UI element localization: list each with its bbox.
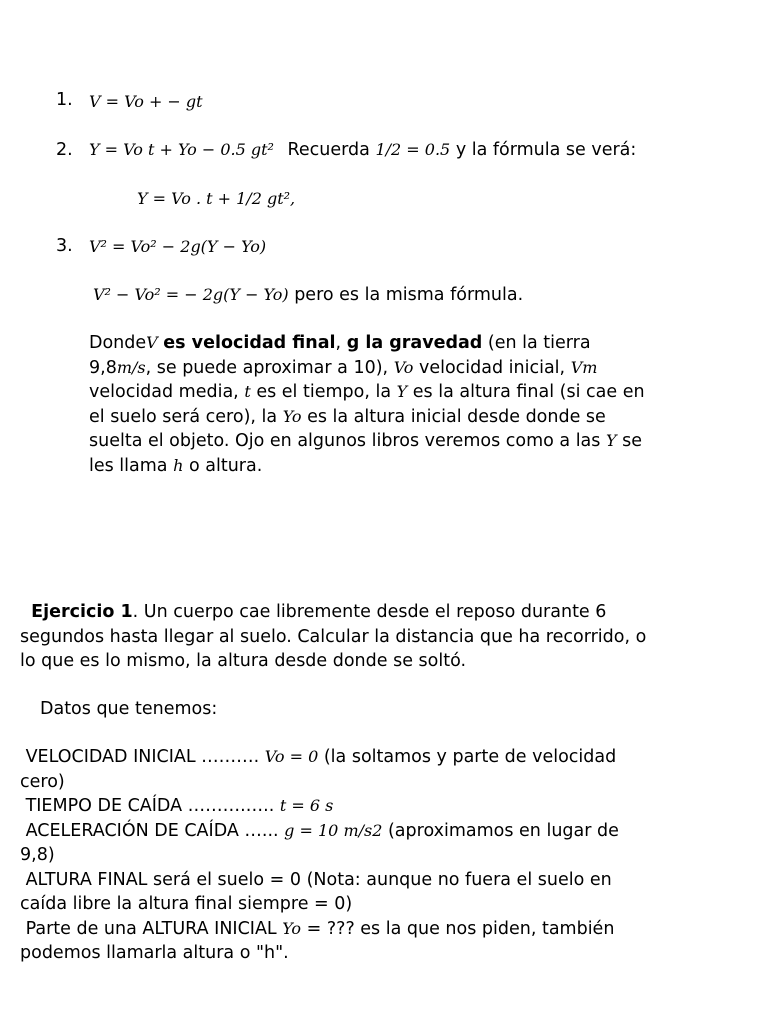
text: (aproximamos en lugar de xyxy=(387,820,619,841)
bold-term: es velocidad final xyxy=(163,333,336,353)
formula-3-alt: V² − Vo² = − 2g(Y − Yo) xyxy=(93,285,289,304)
data-label: Parte de una ALTURA INICIAL xyxy=(25,918,277,939)
formula-2-line xyxy=(89,140,636,160)
text: se xyxy=(622,431,643,451)
formula-1: V = Vo + − gt xyxy=(89,92,203,111)
text: suelta el objeto. Ojo en algunos libros veremos como a las xyxy=(89,431,601,451)
bold-term: g la gravedad xyxy=(346,333,483,353)
formula-3: V² = Vo² − 2g(Y − Yo) xyxy=(89,237,267,256)
math-y: Y xyxy=(396,382,408,401)
data-label: VELOCIDAD INICIAL ………. xyxy=(25,747,260,767)
formula-3-note: pero es la misma fórmula. xyxy=(294,285,524,305)
data-label: ALTURA FINAL xyxy=(25,869,148,890)
math-vo-value: Vo = 0 xyxy=(264,747,319,766)
text: el suelo será cero), la xyxy=(89,406,278,427)
text: o altura. xyxy=(189,455,263,476)
math-units: m/s xyxy=(116,357,146,377)
math-y: Y xyxy=(605,431,617,450)
exercise-title: Ejercicio 1 xyxy=(31,602,133,622)
text: podemos llamarla altura o "h". xyxy=(20,943,289,963)
text: (la soltamos y parte de velocidad xyxy=(323,747,617,767)
formula-2-note-end: y la fórmula se verá: xyxy=(455,140,637,160)
text: es la altura final (si cae en xyxy=(412,382,645,402)
text: (en la tierra xyxy=(487,333,591,353)
text: , xyxy=(335,333,342,353)
math-g-value: g = 10 m/s2 xyxy=(284,820,383,840)
text: , se puede aproximar a 10), xyxy=(145,357,389,378)
text: = ??? es la que nos piden, también xyxy=(306,918,615,939)
text: segundos hasta llegar al suelo. Calcular la distancia que ha recorrido, o xyxy=(20,626,647,647)
text: lo que es lo mismo, la altura desde donde se soltó. xyxy=(20,651,467,671)
text: será el suelo = 0 (Nota: aunque no fuera el suelo en xyxy=(153,869,612,890)
math-yo: Yo xyxy=(282,918,302,938)
text: . Un cuerpo cae libremente desde el reposo durante 6 xyxy=(132,602,607,622)
list-number-2: 2. xyxy=(56,140,73,160)
formula-3-alt-line xyxy=(93,285,523,305)
math-t: t xyxy=(244,382,251,401)
text: Donde xyxy=(89,333,147,353)
math-v: V xyxy=(146,333,158,352)
text: caída libre la altura final siempre = 0) xyxy=(20,894,353,914)
text: velocidad media, xyxy=(89,382,239,402)
math-t-value: t = 6 s xyxy=(279,796,334,815)
formula-2-alt: Y = Vo . t + 1/2 gt², xyxy=(137,189,296,208)
math-h: h xyxy=(173,455,184,475)
formula-2: Y = Vo t + Yo − 0.5 gt² xyxy=(89,140,274,159)
text: cero) xyxy=(20,771,65,792)
data-label: TIEMPO DE CAÍDA ……….….. xyxy=(25,796,275,816)
data-label: ACELERACIÓN DE CAÍDA …... xyxy=(25,820,279,841)
text: es el tiempo, la xyxy=(256,382,392,402)
explanation-paragraph xyxy=(89,331,689,478)
math-vo: Vo xyxy=(393,357,414,377)
data-list xyxy=(20,745,700,966)
list-number-1: 1. xyxy=(56,90,73,110)
text: velocidad inicial, xyxy=(418,357,566,378)
math-yo: Yo xyxy=(282,406,302,426)
formula-2-half: 1/2 = 0.5 xyxy=(375,140,451,159)
list-number-3: 3. xyxy=(56,236,73,256)
formula-2-note: Recuerda xyxy=(287,140,370,160)
exercise-statement xyxy=(20,600,700,674)
math-vm: Vm xyxy=(570,357,598,377)
text: 9,8) xyxy=(20,845,55,865)
text: les llama xyxy=(89,455,168,476)
text: es la altura inicial desde donde se xyxy=(307,406,606,427)
text: 9,8 xyxy=(89,357,117,378)
data-heading: Datos que tenemos: xyxy=(40,699,218,719)
